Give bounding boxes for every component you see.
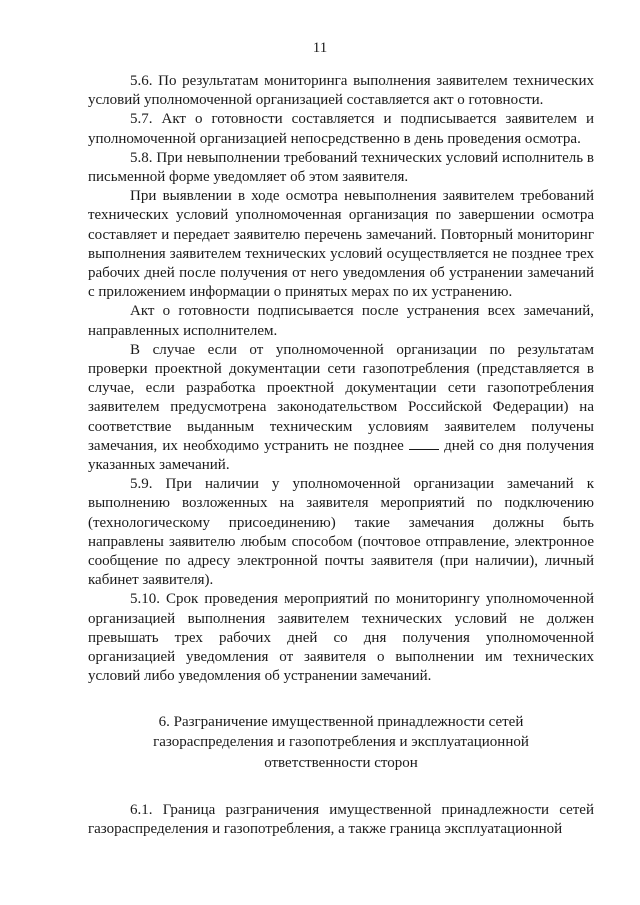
paragraph-5-10: 5.10. Срок проведения мероприятий по мониторингу уполномоченной организацией выполнения заявителем технических условий не должен превышать трех рабочих дней со дня получения уполномоченной организацией уведомления от заявителя о выполнении им технических условий либо уведомления об устранении замечаний.	[88, 591, 594, 685]
section-6-heading	[88, 687, 594, 802]
section-6-heading-line-1: 6. Разграничение имущественной принадлежности сетей	[158, 713, 524, 730]
paragraph-inspection: При выявлении в ходе осмотра невыполнения заявителем требований технических условий уполномоченная организация по завершении осмотра составляет и передает заявителю перечень замечаний. Повторный мониторинг выполнения заявителем технических условий осуществляется не позднее трех рабочих дней после получения от него уведомления об устранении замечаний с приложением информации о принятых мерах по их устранению.	[88, 188, 594, 301]
blank-days-field	[409, 437, 439, 450]
design-remarks-text-before: В случае если от уполномоченной организации по результатам проверки проектной документации сети газопотребления (представляется в случае, если разработка проектной документации сети газопотребления заявителем предусмотрена законодательством Российской Федерации) на соответствие выданным техническим условиям заявителем получены замечания, их необходимо устранить не позднее	[88, 341, 594, 454]
document-body	[88, 72, 594, 839]
page-number: 11	[312, 40, 328, 56]
paragraph-5-6: 5.6. По результатам мониторинга выполнения заявителем технических условий уполномоченной организацией составляется акт о готовности.	[88, 73, 594, 109]
design-remarks-text-after: дней со дня получения указанных замечаний.	[88, 437, 595, 474]
paragraph-design-remarks	[88, 341, 594, 475]
section-6-heading-line-3: ответственности сторон	[264, 754, 418, 771]
paragraph-5-9: 5.9. При наличии у уполномоченной организации замечаний к выполнению возложенных на заявителя мероприятий по подключению (технологическому присоединению) такие замечания должны быть направлены заявителю любым способом (почтовое отправление, электронное сообщение по адресу электронной почты заявителя (при наличии), личный кабинет заявителя).	[88, 476, 594, 589]
paragraph-act: Акт о готовности подписывается после устранения всех замечаний, направленных исполнителем.	[88, 303, 594, 339]
section-6-heading-line-2: газораспределения и газопотребления и эксплуатационной	[153, 734, 529, 750]
paragraph-5-8: 5.8. При невыполнении требований технических условий исполнитель в письменной форме уведомляет об этом заявителя.	[88, 149, 594, 186]
paragraph-5-7: 5.7. Акт о готовности составляется и подписывается заявителем и уполномоченной организацией непосредственно в день проведения осмотра.	[88, 111, 594, 147]
paragraph-6-1: 6.1. Граница разграничения имущественной принадлежности сетей газораспределения и газопотребления, а также граница эксплуатационной	[88, 802, 594, 838]
